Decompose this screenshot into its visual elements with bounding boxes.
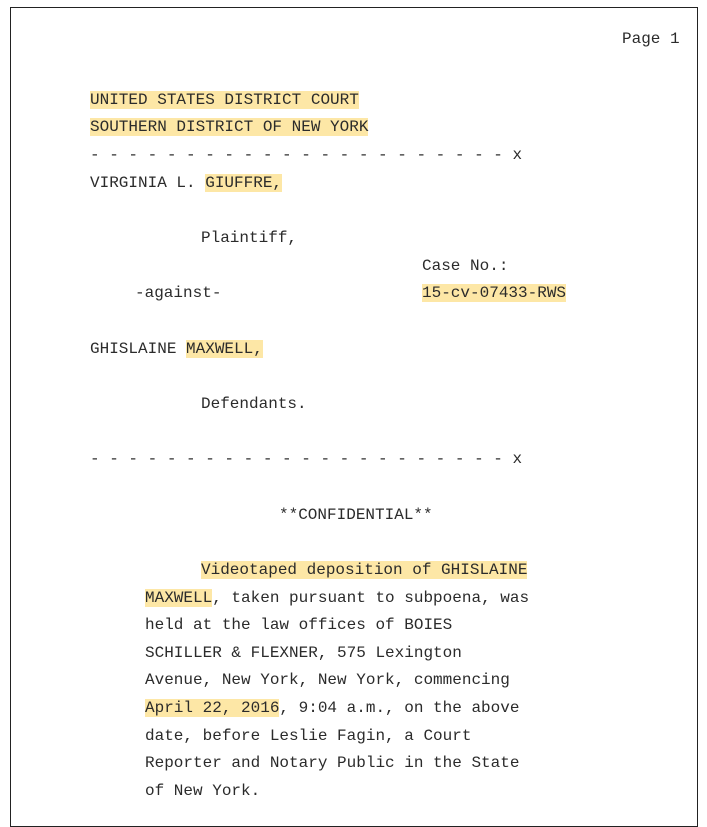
body-line-1: Videotaped deposition of GHISLAINE: [201, 561, 528, 579]
body-line-8: Reporter and Notary Public in the State: [145, 754, 520, 772]
body-line-2: MAXWELL, taken pursuant to subpoena, was: [145, 589, 530, 607]
body-line-6: April 22, 2016, 9:04 a.m., on the above: [145, 699, 520, 717]
page-number: Page 1: [622, 30, 680, 48]
plaintiff-name: VIRGINIA L. GIUFFRE,: [90, 174, 283, 192]
caption-separator-bottom: - - - - - - - - - - - - - - - - - - - - - - x: [90, 450, 523, 468]
against-label: -against-: [135, 284, 222, 302]
confidential-marking: **CONFIDENTIAL**: [279, 506, 433, 524]
court-name-line-1: UNITED STATES DISTRICT COURT: [90, 91, 359, 109]
body-line-4: SCHILLER & FLEXNER, 575 Lexington: [145, 644, 462, 662]
body-line-3: held at the law offices of BOIES: [145, 616, 453, 634]
case-number: 15-cv-07433-RWS: [422, 284, 567, 302]
body-line-5: Avenue, New York, New York, commencing: [145, 671, 510, 689]
plaintiff-role: Plaintiff,: [201, 229, 298, 247]
body-line-9: of New York.: [145, 782, 261, 800]
caption-separator-top: - - - - - - - - - - - - - - - - - - - - - - x: [90, 146, 523, 164]
court-name-line-2: SOUTHERN DISTRICT OF NEW YORK: [90, 118, 369, 136]
body-line-7: date, before Leslie Fagin, a Court: [145, 727, 472, 745]
case-number-label: Case No.:: [422, 257, 509, 275]
defendant-name: GHISLAINE MAXWELL,: [90, 340, 263, 358]
transcript-page: [10, 7, 698, 827]
defendant-role: Defendants.: [201, 395, 307, 413]
